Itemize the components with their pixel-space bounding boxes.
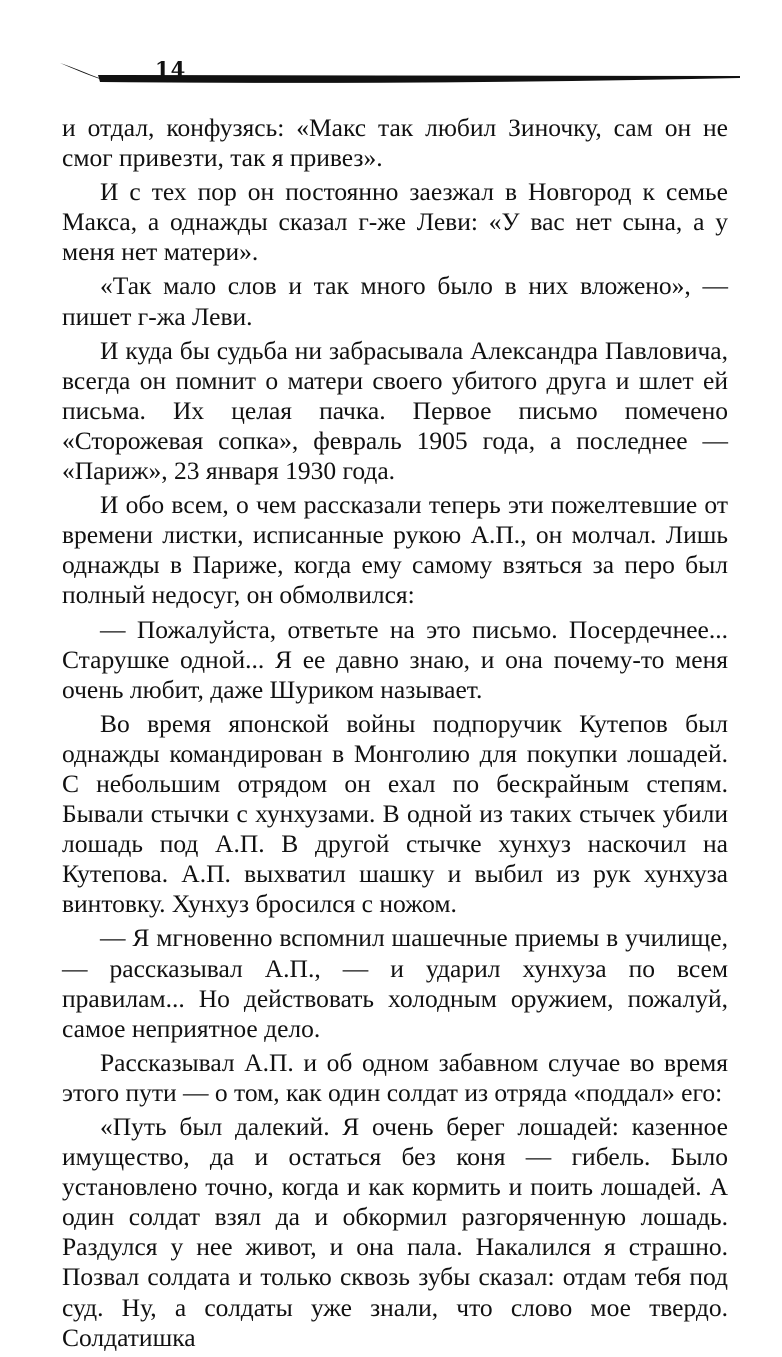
page-number: 14: [155, 57, 187, 82]
paragraph: И с тех пор он постоянно заезжал в Новгород к семье Макса, а однажды сказал г-же Леви: «У вас нет сына, а у меня нет матери».: [62, 177, 728, 267]
paragraph: — Пожалуйста, ответьте на это письмо. Посердечнее... Старушке одной... Я ее давно знаю, и она почему-то меня очень любит, даже Шуриком называет.: [62, 614, 728, 704]
paragraph: «Так мало слов и так много было в них вложено», — пишет г-жа Леви.: [62, 271, 728, 331]
paragraph: «Путь был далекий. Я очень берег лошадей: казенное имущество, да и остаться без коня — гибель. Было установлено точно, когда и как кормить и поить лошадей. А один солдат взял да и обкормил разгоряченную лошадь. Раздулся у нее живот, и она пала. Накалился я страшно. Позвал солдата и только сквозь зубы сказал: отдам тебя под суд. Ну, а солдаты уже знали, что слово мое твердо. Солдатишка: [62, 1112, 728, 1352]
paragraph: — Я мгновенно вспомнил шашечные приемы в училище, — рассказывал А.П., — и ударил хунхуза по всем правилам... Но действовать холодным оружием, пожалуй, самое неприятное дело.: [62, 923, 728, 1043]
body-text: [62, 113, 728, 1357]
paragraph: И обо всем, о чем рассказали теперь эти пожелтевшие от времени листки, исписанные рукою А.П., он молчал. Лишь однажды в Париже, когда ему самому взяться за перо был полный недосуг, он обмолвился:: [62, 490, 728, 610]
page-header: [60, 55, 740, 95]
paragraph: Во время японской войны подпоручик Кутепов был однажды командирован в Монголию для покупки лошадей. С небольшим отрядом он ехал по бескрайным степям. Бывали стычки с хунхузами. В одной из таких стычек убили лошадь под А.П. В другой стычке хунхуз наскочил на Кутепова. А.П. выхватил шашку и выбил из рук хунхуза винтовку. Хунхуз бросился с ножом.: [62, 708, 728, 919]
paragraph: Рассказывал А.П. и об одном забавном случае во время этого пути — о том, как один солдат из отряда «поддал» его:: [62, 1047, 728, 1107]
paragraph: И куда бы судьба ни забрасывала Александра Павловича, всегда он помнит о матери своего убитого друга и шлет ей письма. Их целая пачка. Первое письмо помечено «Сторожевая сопка», февраль 1905 года, а последнее — «Париж», 23 января 1930 года.: [62, 335, 728, 486]
paragraph: и отдал, конфузясь: «Макс так любил Зиночку, сам он не смог привезти, так я привез».: [62, 113, 728, 173]
